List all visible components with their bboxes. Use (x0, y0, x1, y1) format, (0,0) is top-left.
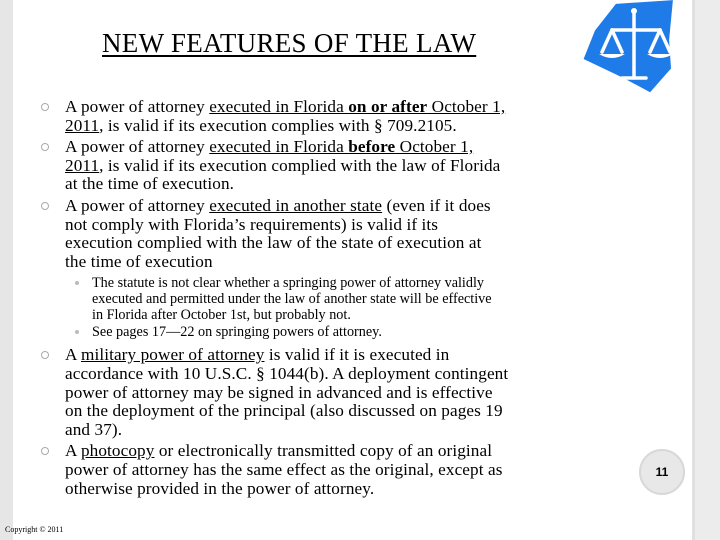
bullet-item (40, 346, 630, 439)
bullet-list (40, 98, 630, 501)
copyright-text: Copyright © 2011 (5, 525, 64, 534)
text-segment: executed and permitted under the law of another state will be effective (92, 291, 492, 308)
text-segment: 2011 (65, 155, 100, 175)
text-line (65, 402, 630, 421)
text-line (65, 157, 630, 176)
text-line (92, 275, 630, 291)
text-segment: the time of execution (65, 251, 213, 271)
text-segment: before (348, 137, 396, 157)
text-line (65, 346, 630, 365)
slide-title: NEW FEATURES OF THE LAW (102, 28, 477, 58)
text-segment: is valid if it is executed in (264, 345, 450, 365)
sub-bullet-item (40, 324, 630, 340)
text-segment: See pages 17—22 on springing powers of attorney. (92, 324, 382, 341)
text-segment: The statute is not clear whether a springing power of attorney validly (92, 275, 485, 292)
text-line (65, 197, 630, 216)
text-segment: executed in Florida (209, 137, 349, 157)
sub-bullet-item (40, 275, 630, 323)
text-segment: 2011 (65, 115, 100, 135)
text-line (65, 442, 630, 461)
text-line (65, 421, 630, 440)
text-line (65, 175, 630, 194)
text-segment: executed in Florida (209, 97, 349, 116)
text-segment: execution complied with the law of the state of execution at (65, 233, 482, 253)
right-border-bar (692, 0, 720, 540)
text-segment: A power of attorney (65, 195, 210, 215)
text-segment: photocopy (80, 441, 155, 461)
text-segment: military power of attorney (80, 345, 265, 365)
text-segment: October 1, (395, 137, 474, 157)
text-segment: in Florida after October 1st, but probably not. (92, 307, 351, 324)
text-segment: A power of attorney (65, 97, 210, 116)
bullet-item (40, 197, 630, 271)
text-line (65, 384, 630, 403)
text-line (65, 117, 630, 136)
bullet-item (40, 442, 630, 498)
text-segment: accordance with 10 U.S.C. § 1044(b). A deployment contingent (65, 363, 509, 383)
text-line (65, 138, 630, 157)
bullet-item (40, 98, 630, 135)
text-line (65, 234, 630, 253)
text-line (92, 307, 630, 323)
text-line (65, 98, 630, 117)
text-line (65, 216, 630, 235)
bullet-item (40, 138, 630, 194)
text-segment: not comply with Florida’s requirements) is valid if its (65, 214, 439, 234)
text-segment: at the time of execution. (65, 174, 235, 194)
text-segment: otherwise provided in the power of attorney. (65, 478, 375, 498)
text-segment: on or after (348, 97, 428, 116)
page-number-badge: 11 (639, 449, 685, 495)
scales-of-justice-icon (582, 0, 682, 98)
text-segment: A (65, 441, 81, 461)
text-segment: , is valid if its execution complied with the law of Florida (99, 155, 501, 175)
text-segment: (even if it does (382, 195, 491, 215)
text-line (92, 324, 630, 340)
text-segment: , is valid if its execution complies with § 709.2105. (99, 115, 457, 135)
text-segment: power of attorney has the same effect as the original, except as (65, 459, 503, 479)
text-segment: A power of attorney (65, 137, 210, 157)
text-line (65, 253, 630, 272)
text-segment: executed in another state (209, 195, 383, 215)
text-segment: power of attorney may be signed in advanced and is effective (65, 382, 493, 402)
text-line (65, 480, 630, 499)
text-segment: October 1, (427, 97, 506, 116)
text-segment: or electronically transmitted copy of an original (154, 441, 493, 461)
text-segment: on the deployment of the principal (also discussed on pages 19 (65, 401, 503, 421)
text-line (65, 365, 630, 384)
text-segment: and 37). (65, 419, 123, 439)
left-border-bar (0, 0, 13, 540)
text-segment: A (65, 345, 81, 365)
text-line (65, 461, 630, 480)
text-line (92, 291, 630, 307)
